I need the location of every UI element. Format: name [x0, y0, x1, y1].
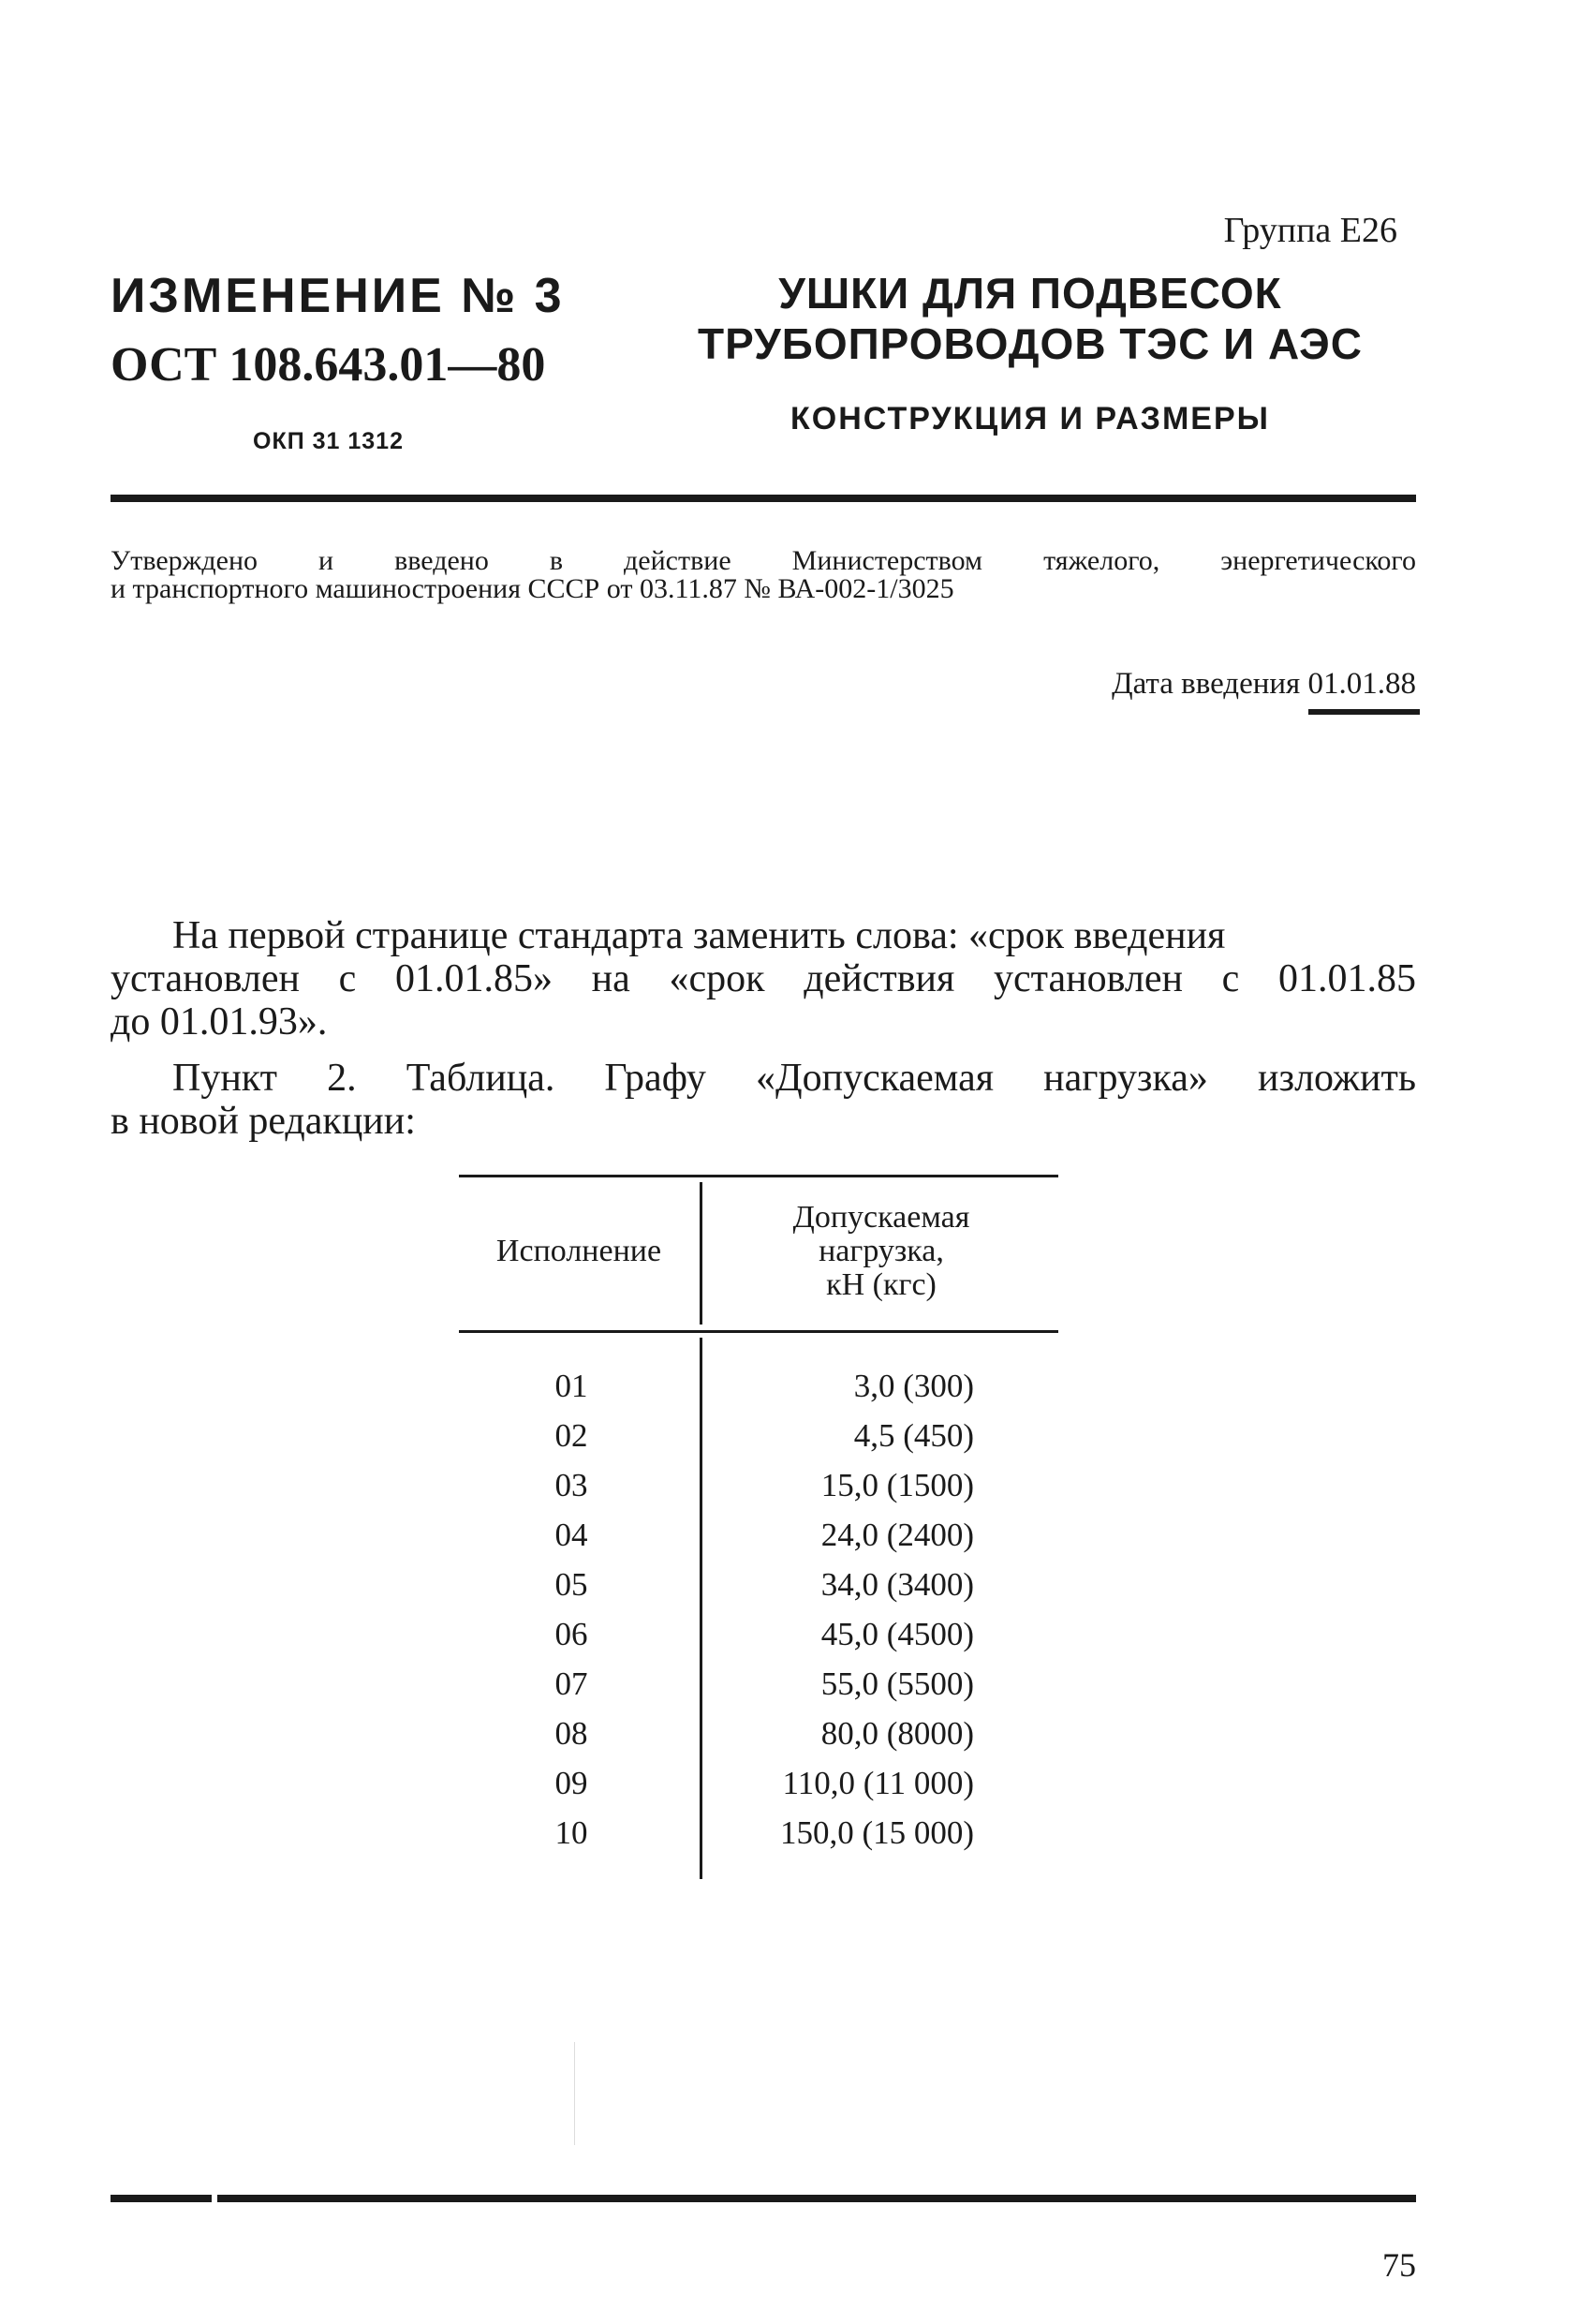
table-cell-load: 80,0 (8000) [820, 1715, 974, 1752]
table-cell-version: 07 [554, 1665, 588, 1702]
introduction-date [1112, 667, 1416, 702]
table-cell-version: 09 [554, 1765, 588, 1801]
table-cell-version: 05 [554, 1566, 588, 1603]
load-header-line3: кН (кгс) [826, 1267, 937, 1302]
table-cell-load: 24,0 (2400) [820, 1517, 974, 1553]
change-heading-block [111, 268, 565, 455]
table-cell-load: 34,0 (3400) [820, 1566, 974, 1603]
approval-line1: Утверждено и введено в действие Министерством тяжелого, энергетического [111, 545, 1416, 576]
scan-artifact [574, 2042, 575, 2145]
document-subtitle: КОНСТРУКЦИЯ И РАЗМЕРЫ [790, 401, 1270, 437]
page-number: 75 [1382, 2246, 1416, 2284]
document-title-line2: ТРУБОПРОВОДОВ ТЭС И АЭС [697, 319, 1364, 368]
table-cell-load: 110,0 (11 000) [782, 1765, 974, 1801]
group-code: Группа Е26 [1223, 211, 1397, 250]
change-title: ИЗМЕНЕНИЕ № 3 [111, 269, 565, 323]
load-header-line1: Допускаемая [792, 1200, 970, 1235]
document-title-block [637, 268, 1424, 437]
document-title-line1: УШКИ ДЛЯ ПОДВЕСОК [778, 269, 1282, 318]
table-cell-version: 02 [554, 1417, 588, 1454]
footer-rule-right [217, 2195, 1416, 2202]
table-cell-version: 06 [554, 1616, 588, 1652]
table-cell-version: 01 [554, 1368, 588, 1404]
table-cell-load: 15,0 (1500) [820, 1467, 974, 1503]
paragraph-1-line2: установлен с 01.01.85» на «срок действия установлен с 01.01.85 [111, 957, 1416, 1000]
table-body-divider [700, 1338, 702, 1879]
table-top-rule [459, 1175, 1058, 1177]
table-cell-version: 10 [554, 1814, 588, 1851]
paragraph-2-line1: Пункт 2. Таблица. Графу «Допускаемая нагрузка» изложить [172, 1057, 1416, 1100]
table-cell-version: 04 [554, 1517, 588, 1553]
table-cell-load: 45,0 (4500) [820, 1616, 974, 1652]
table-cell-version: 08 [554, 1715, 588, 1752]
table-header-version: Исполнение [495, 1234, 662, 1268]
footer-rule-left [111, 2195, 212, 2202]
paragraph-1-line3: до 01.01.93». [111, 1000, 328, 1044]
table-cell-load: 3,0 (300) [853, 1368, 974, 1404]
header-divider [111, 495, 1416, 502]
table-header-rule [459, 1330, 1058, 1333]
standard-number: ОСТ 108.643.01—80 [111, 338, 546, 392]
paragraph-2-line2: в новой редакции: [111, 1100, 416, 1143]
date-value: 01.01.88 [1307, 667, 1416, 701]
date-label: Дата введения [1112, 667, 1301, 701]
table-cell-load: 150,0 (15 000) [779, 1814, 974, 1851]
table-header-divider [700, 1182, 702, 1325]
load-header-line2: нагрузка, [819, 1234, 944, 1268]
table-header-load [704, 1201, 1058, 1302]
approval-line2: и транспортного машиностроения СССР от 03.11.87 № ВА-002-1/3025 [111, 573, 954, 604]
paragraph-1-line1: На первой странице стандарта заменить слова: «срок введения [172, 914, 1226, 957]
table-cell-load: 4,5 (450) [853, 1417, 974, 1454]
okp-code: ОКП 31 1312 [253, 428, 404, 454]
approval-text [111, 547, 1416, 603]
table-cell-version: 03 [554, 1467, 588, 1503]
table-cell-load: 55,0 (5500) [820, 1665, 974, 1702]
